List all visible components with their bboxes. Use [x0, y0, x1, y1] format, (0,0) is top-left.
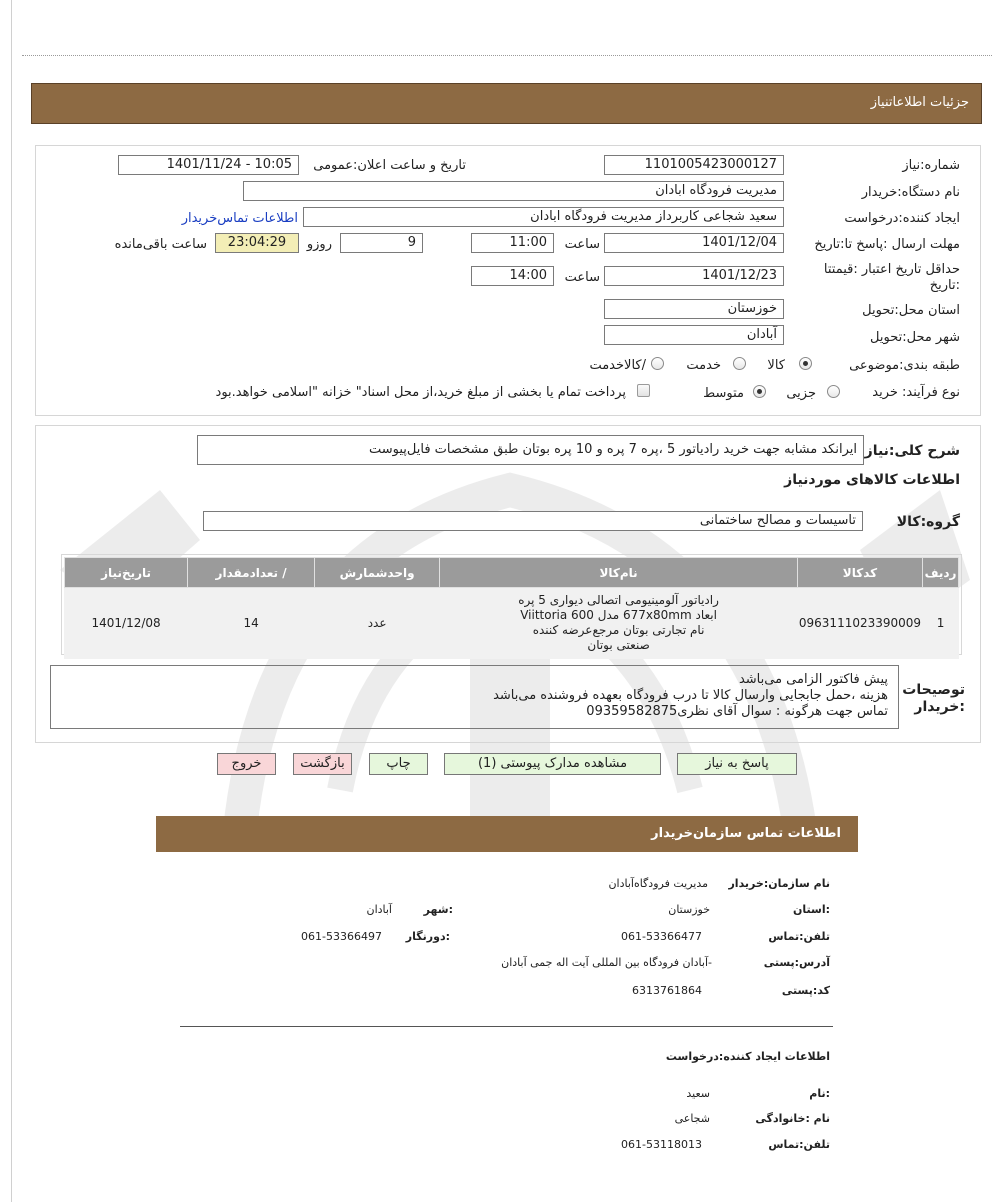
items-table	[64, 557, 959, 659]
cell-name-line: صنعتی بوتان	[587, 638, 650, 652]
cell-name-line: نام تجارتی بوتان مرجع‌عرضه کننده	[532, 623, 705, 637]
payment-note: پرداخت تمام یا بخشی از مبلغ خرید،از محل اسناد" خزانه "اسلامی خواهد.بود	[215, 385, 626, 400]
announce-label: تاریخ و ساعت اعلان:عمومی	[313, 158, 466, 173]
city-label: شهر محل:تحویل	[870, 330, 960, 345]
deadline-date-field: 1401/12/04	[604, 233, 784, 253]
col-date: تاریخ‌نیاز	[65, 558, 188, 588]
creator-field: سعید شجاعی کاربرداز مدیریت فرودگاه ابادان	[303, 207, 784, 227]
cell-row: 1	[923, 588, 959, 659]
top-dotted-divider	[22, 55, 992, 56]
general-desc-label: شرح کلی:نیاز	[864, 443, 960, 459]
category-radio-goods-service[interactable]	[651, 357, 664, 370]
requester-phone-value: 061-53118013	[621, 1138, 702, 1151]
process-radio-medium[interactable]	[753, 385, 766, 398]
items-table-header	[65, 558, 959, 588]
org-name-value: مدیریت فرودگاه‌آبادان	[608, 877, 708, 890]
contact-fax-value: 061-53366497	[301, 930, 382, 943]
buyer-notes-line: پیش فاکتور الزامی می‌باشد	[738, 672, 888, 687]
deadline-time-label: ساعت	[564, 237, 600, 252]
city-field: آبادان	[604, 325, 784, 345]
contact-address-label: آدرس:پستی	[763, 956, 830, 969]
buyer-notes-box	[50, 665, 899, 729]
goods-group-label: گروه:کالا	[896, 514, 960, 530]
process-option-medium: متوسط	[703, 386, 744, 401]
exit-button[interactable]: خروج	[217, 753, 276, 775]
process-label: نوع فرآیند: خرید	[872, 385, 960, 400]
requester-name-value: سعید	[686, 1087, 710, 1100]
province-field: خوزستان	[604, 299, 784, 319]
validity-date-field: 1401/12/23	[604, 266, 784, 286]
contact-divider	[180, 1026, 833, 1027]
category-radio-service[interactable]	[733, 357, 746, 370]
cell-name-line: رادیاتور آلومینیومی اتصالی دیواری 5 پره	[518, 593, 719, 607]
need-number-label: شماره:نیاز	[902, 158, 960, 173]
contact-postal-label: کد:پستی	[781, 984, 830, 997]
requester-family-value: شجاعی	[674, 1112, 710, 1125]
general-desc-field: ایرانکد مشابه جهت خرید رادیاتور 5 ،پره 7 پره و 10 پره بوتان طبق مشخصات فایل‌پیوست	[197, 435, 864, 465]
contact-header	[156, 816, 858, 852]
page-left-rule	[11, 0, 12, 1202]
payment-checkbox[interactable]	[637, 384, 650, 397]
cell-name	[440, 588, 798, 659]
print-button[interactable]: چاپ	[369, 753, 428, 775]
page-header	[31, 83, 982, 124]
creator-label: ایجاد کننده:درخواست	[844, 211, 960, 226]
table-row	[65, 588, 959, 659]
contact-province-label: :استان	[793, 903, 830, 916]
col-unit: واحدشمارش	[314, 558, 439, 588]
col-code: کدکالا	[797, 558, 922, 588]
contact-title: اطلاعات تماس سازمان‌خریدار	[651, 826, 841, 841]
cell-code: 0963111023390009	[797, 588, 922, 659]
validity-time-field: 14:00	[471, 266, 554, 286]
province-label: استان محل:تحویل	[862, 303, 960, 318]
days-field: 9	[340, 233, 423, 253]
goods-info-title: اطلاعات کالاهای موردنیاز	[784, 472, 960, 488]
cell-name-line: ابعاد 677x80mm مدل Viittoria 600	[520, 608, 717, 622]
requester-name-label: :نام	[809, 1087, 830, 1100]
buyer-notes-line: تماس جهت هرگونه : سوال آقای نظری09359582875	[586, 704, 888, 719]
requester-title: اطلاعات ایجاد کننده:درخواست	[665, 1050, 830, 1063]
buyer-org-field: مدیریت فرودگاه ابادان	[243, 181, 784, 201]
deadline-label: مهلت ارسال :پاسخ تا:تاریخ	[814, 237, 960, 252]
cell-qty: 14	[188, 588, 315, 659]
category-option-service: خدمت	[686, 358, 721, 373]
remaining-label: ساعت باقی‌مانده	[114, 237, 207, 252]
process-option-minor: جزیی	[786, 386, 816, 401]
deadline-time-field: 11:00	[471, 233, 554, 253]
process-radio-minor[interactable]	[827, 385, 840, 398]
announce-field: 1401/11/24 - 10:05	[118, 155, 299, 175]
category-option-goods-service: /کالاخدمت	[589, 358, 646, 373]
col-row: ردیف	[923, 558, 959, 588]
buyer-notes-label: توصیحات	[902, 682, 965, 698]
goods-group-field: تاسیسات و مصالح ساختمانی	[203, 511, 863, 531]
contact-postal-value: 6313761864	[632, 984, 702, 997]
contact-address-value: -آبادان فرودگاه بین المللی آیت اله جمی آبادان	[501, 956, 712, 969]
remaining-time-field: 23:04:29	[215, 233, 299, 253]
category-label: طبقه بندی:موضوعی	[849, 358, 960, 373]
validity-label: حداقل تاریخ اعتبار :قیمتتا	[823, 262, 960, 277]
org-name-label: نام سازمان:خریدار	[728, 877, 830, 890]
contact-city-value: آبادان	[366, 903, 392, 916]
contact-phone-label: تلفن:تماس	[768, 930, 830, 943]
category-radio-goods[interactable]	[799, 357, 812, 370]
attachments-button[interactable]: مشاهده مدارک پیوستی (1)	[444, 753, 661, 775]
buyer-notes-line: هزینه ،حمل جابجایی وارسال کالا تا درب فرودگاه بعهده فروشنده می‌باشد	[493, 688, 888, 703]
page-title: جزئیات اطلاعاتنیاز	[870, 95, 969, 110]
col-name: نام‌کالا	[440, 558, 798, 588]
category-option-goods: کالا	[767, 358, 785, 373]
contact-city-label: :شهر	[423, 903, 453, 916]
col-qty: / تعدادمقدار	[188, 558, 315, 588]
back-button[interactable]: بازگشت	[293, 753, 352, 775]
cell-date: 1401/12/08	[65, 588, 188, 659]
requester-family-label: نام :خانوادگی	[755, 1112, 830, 1125]
buyer-org-label: نام دستگاه:خریدار	[861, 185, 960, 200]
contact-fax-label: :دورنگار	[405, 930, 450, 943]
reply-button[interactable]: پاسخ به نیاز	[677, 753, 797, 775]
days-label: روزو	[306, 237, 332, 252]
need-number-field: 1101005423000127	[604, 155, 784, 175]
contact-phone-value: 061-53366477	[621, 930, 702, 943]
contact-province-value: خوزستان	[668, 903, 710, 916]
cell-unit: عدد	[314, 588, 439, 659]
buyer-notes-label-2: :خریدار	[914, 699, 965, 715]
validity-time-label: ساعت	[564, 270, 600, 285]
validity-label-2: :تاریخ	[929, 278, 960, 293]
buyer-contact-link[interactable]: اطلاعات تماس‌خریدار	[181, 211, 298, 226]
requester-phone-label: تلفن:تماس	[768, 1138, 830, 1151]
